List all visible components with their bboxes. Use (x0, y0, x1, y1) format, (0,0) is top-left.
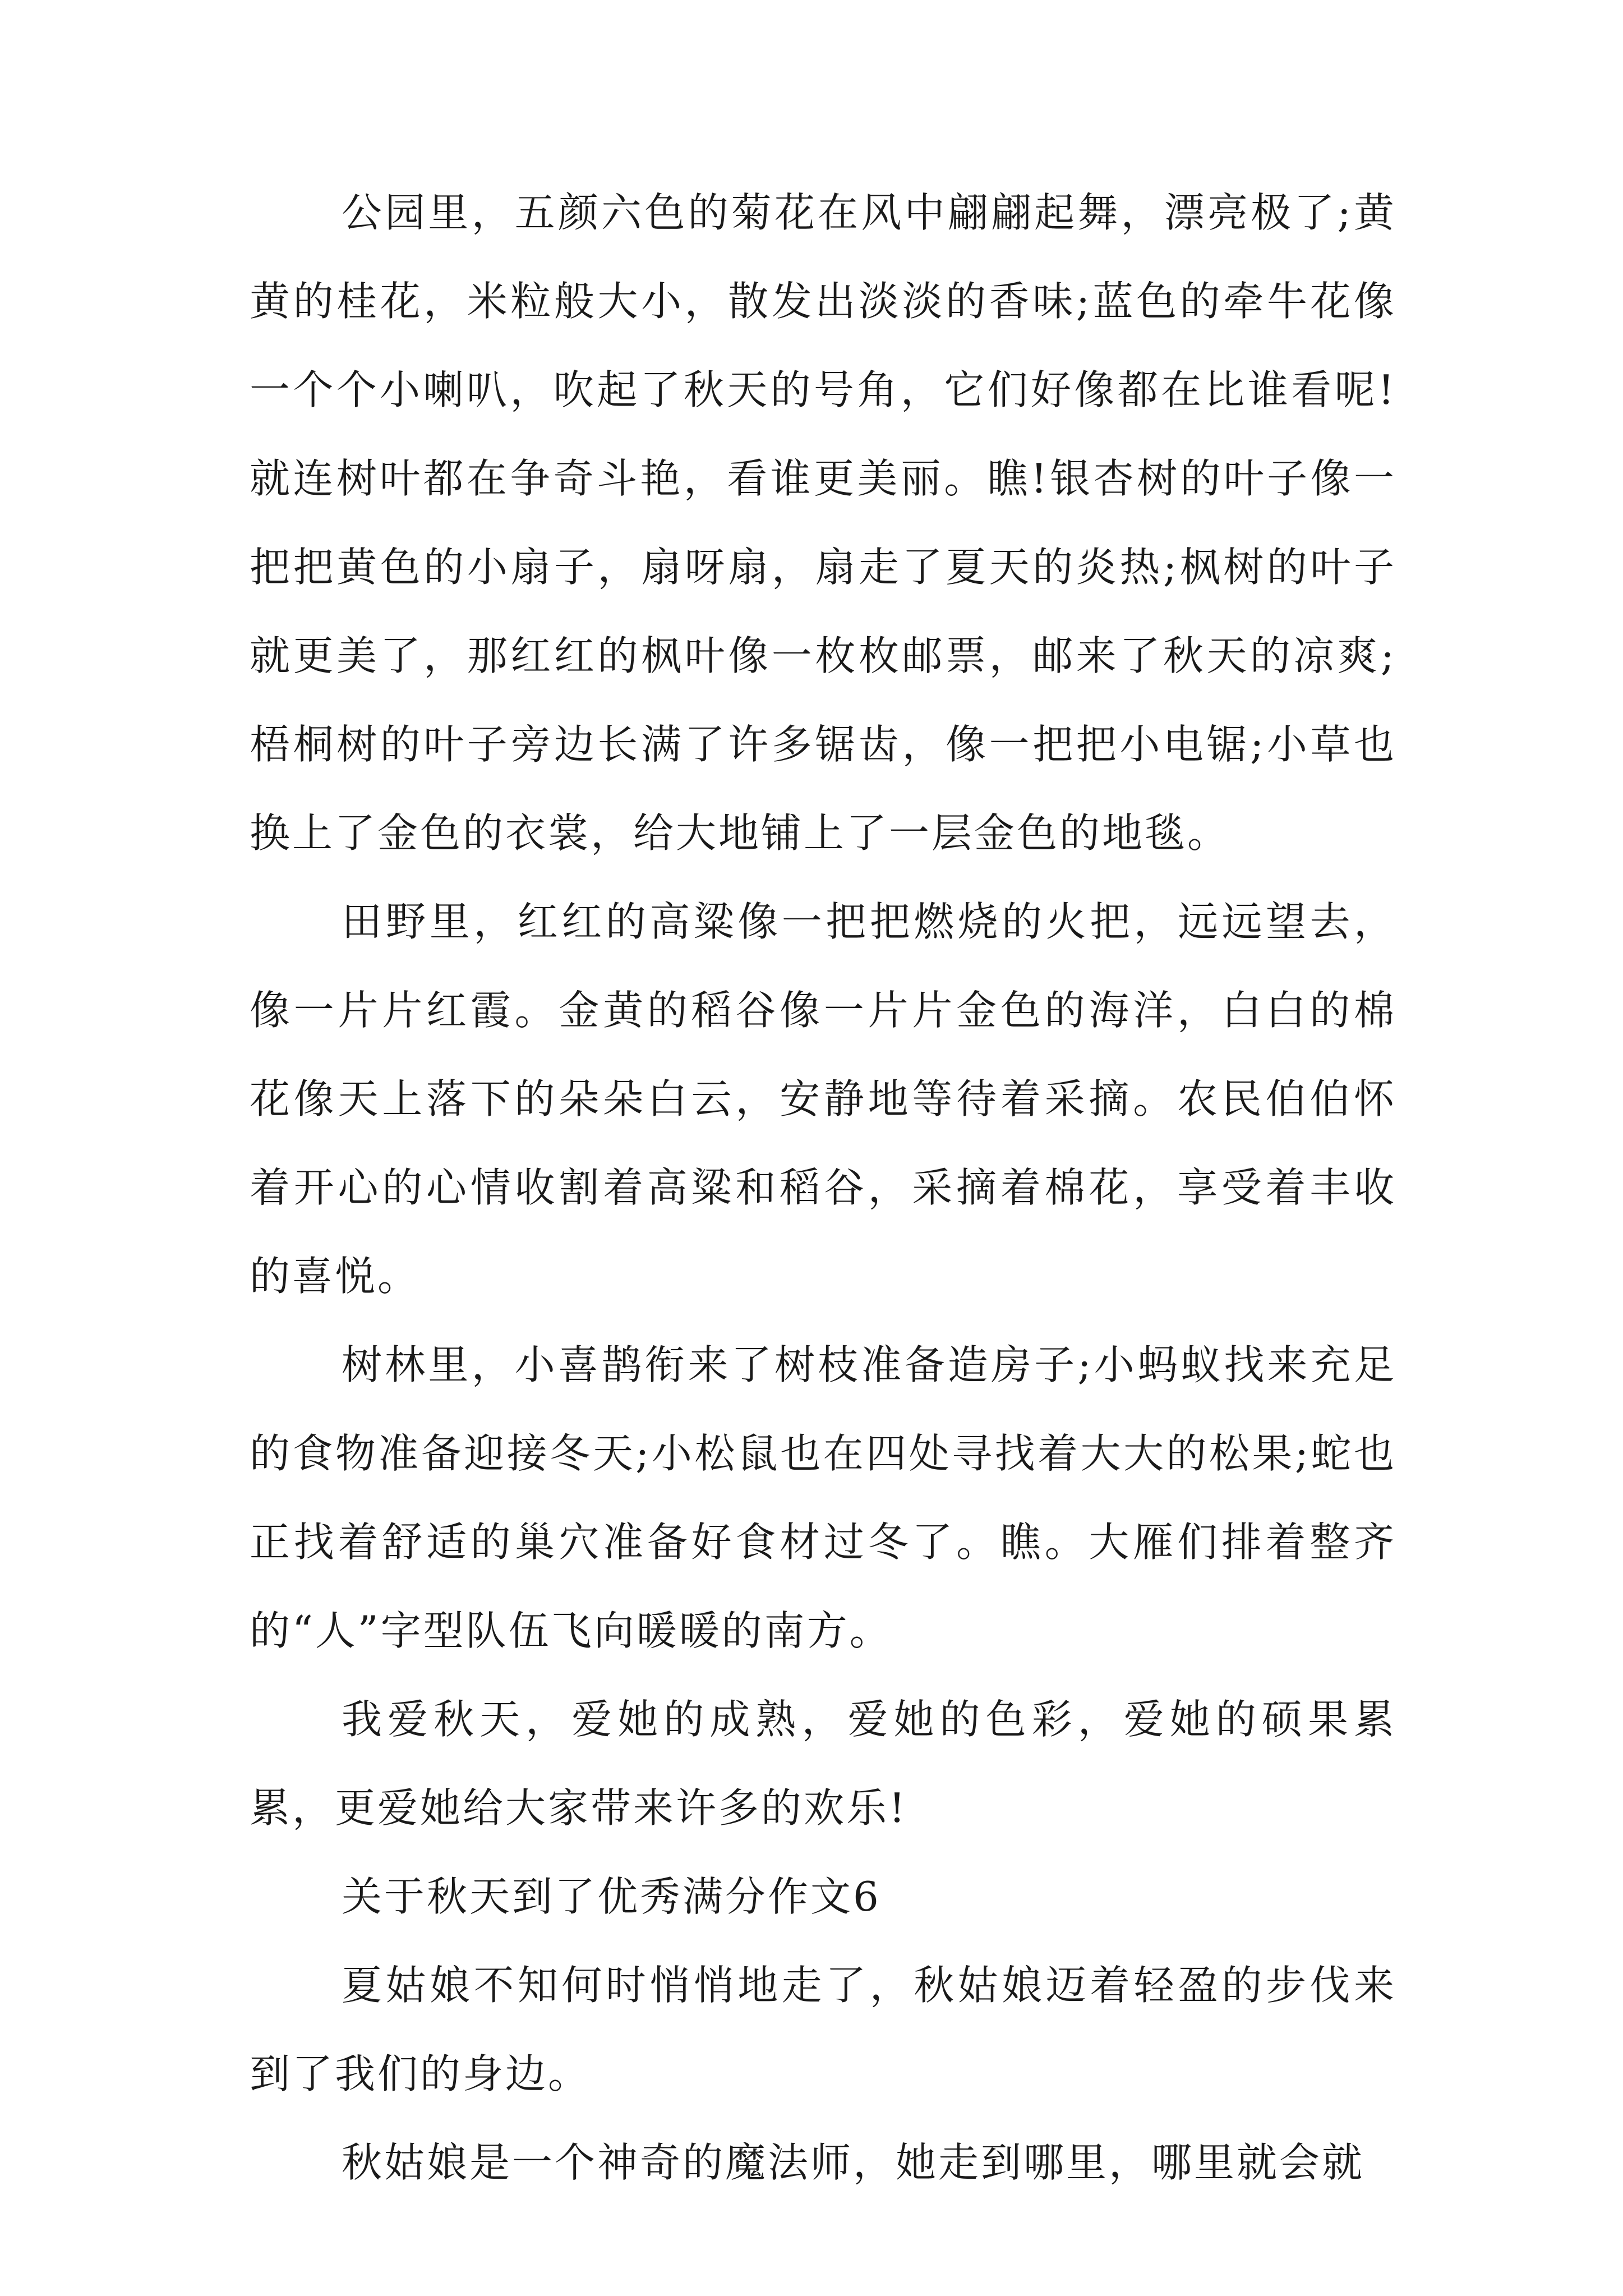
document-body (250, 168, 1396, 2207)
paragraph-love-autumn: 我爱秋天，爱她的成熟，爱她的色彩，爱她的硕果累累，更爱她给大家带来许多的欢乐! (250, 1696, 1396, 1832)
paragraph-summer-leaves: 夏姑娘不知何时悄悄地走了，秋姑娘迈着轻盈的步伐来到了我们的身边。 (250, 1962, 1396, 2097)
paragraph-park: 公园里，五颜六色的菊花在风中翩翩起舞，漂亮极了;黄黄的桂花，米粒般大小，散发出淡淡的香味;蓝色的牵牛花像一个个小喇叭，吹起了秋天的号角，它们好像都在比谁看呢!就连树叶都在争奇斗艳，看谁更美丽。瞧!银杏树的叶子像一把把黄色的小扇子，扇呀扇，扇走了夏天的炎热;枫树的叶子就更美了，那红红的枫叶像一枚枚邮票，邮来了秋天的凉爽;梧桐树的叶子旁边长满了许多锯齿，像一把把小电锯;小草也换上了金色的衣裳，给大地铺上了一层金色的地毯。 (250, 189, 1396, 857)
paragraph-magician: 秋姑娘是一个神奇的魔法师，她走到哪里，哪里就会就 (342, 2139, 1365, 2186)
paragraph-fields: 田野里，红红的高粱像一把把燃烧的火把，远远望去，像一片片红霞。金黄的稻谷像一片片金色的海洋，白白的棉花像天上落下的朵朵白云，安静地等待着采摘。农民伯伯怀着开心的心情收割着高粱和稻谷，采摘着棉花，享受着丰收的喜悦。 (250, 898, 1396, 1300)
essay-heading: 关于秋天到了优秀满分作文6 (342, 1873, 881, 1920)
paragraph-woods: 树林里，小喜鹊衔来了树枝准备造房子;小蚂蚁找来充足的食物准备迎接冬天;小松鼠也在四处寻找着大大的松果;蛇也正找着舒适的巢穴准备好食材过冬了。瞧。大雁们排着整齐的“人”字型队伍飞向暖暖的南方。 (250, 1341, 1396, 1654)
